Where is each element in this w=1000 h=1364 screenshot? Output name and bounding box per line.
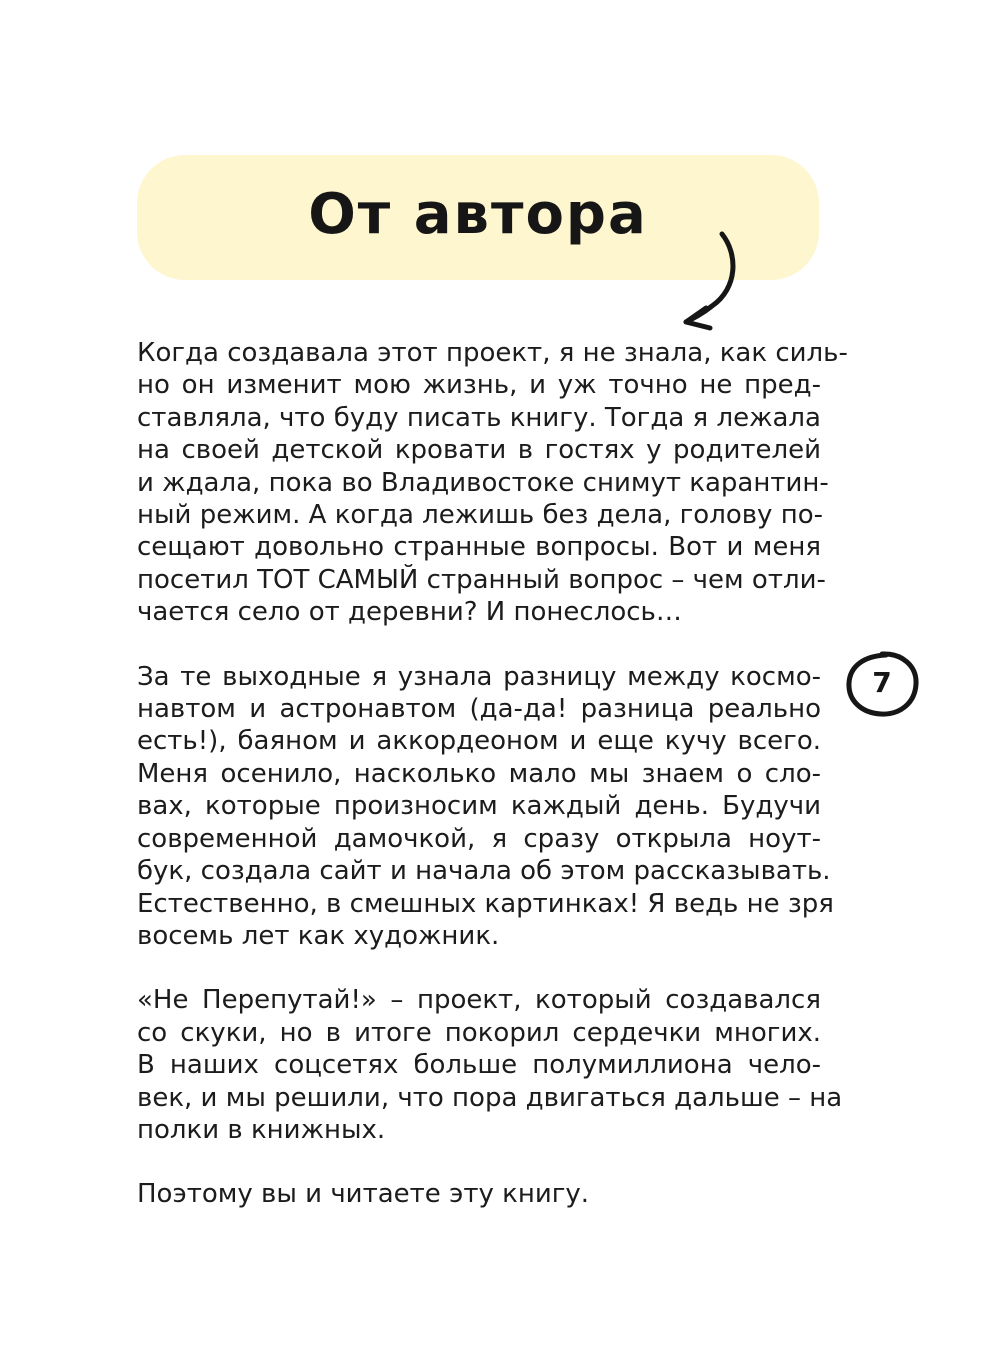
text-line: чается село от деревни? И понеслось…: [137, 597, 682, 628]
page-title: От автора: [308, 182, 648, 247]
text-line: навтом и астронавтом (да-да! разница реально: [137, 694, 821, 725]
text-line: есть!), баяном и аккордеоном и еще кучу всего.: [137, 726, 821, 757]
text-line: и ждала, пока во Владивостоке снимут карантин-: [137, 467, 829, 498]
text-line: Естественно, в смешных картинках! Я ведь не зря: [137, 888, 834, 919]
text-line: За те выходные я узнала разницу между космо-: [137, 661, 821, 692]
paragraph-1: [137, 337, 848, 629]
curved-arrow-icon: [672, 226, 752, 338]
text-line: современной дамочкой, я сразу открыла ноут-: [137, 823, 821, 854]
text-line: В наших соцсетях больше полумиллиона чело-: [137, 1050, 821, 1081]
text-line: полки в книжных.: [137, 1114, 386, 1145]
text-line: посетил ТОТ САМЫЙ странный вопрос – чем отли-: [137, 564, 826, 595]
paragraph-4: [137, 1178, 821, 1210]
text-line: ставляла, что буду писать книгу. Тогда я лежала: [137, 402, 821, 433]
text-line: Поэтому вы и читаете эту книгу.: [137, 1179, 590, 1210]
text-line: на своей детской кровати в гостях у родителей: [137, 435, 821, 466]
page-number-badge: [842, 648, 922, 720]
paragraph-3: [137, 984, 843, 1146]
text-line: Когда создавала этот проект, я не знала, как силь-: [137, 338, 848, 368]
page-number: 7: [872, 666, 892, 699]
text-line: но он изменит мою жизнь, и уж точно не пред-: [137, 370, 821, 401]
text-line: «Не Перепутай!» – проект, который создавался: [137, 985, 821, 1016]
text-line: восемь лет как художник.: [137, 920, 500, 951]
text-line: сещают довольно странные вопросы. Вот и меня: [137, 532, 821, 563]
body-text: [137, 337, 848, 1243]
text-line: ный режим. А когда лежишь без дела, голову по-: [137, 500, 823, 531]
text-line: бук, создала сайт и начала об этом рассказывать.: [137, 856, 831, 887]
text-line: со скуки, но в итоге покорил сердечки многих.: [137, 1017, 821, 1048]
text-line: Меня осенило, насколько мало мы знаем о сло-: [137, 758, 821, 789]
paragraph-2: [137, 661, 834, 953]
text-line: вах, которые произносим каждый день. Будучи: [137, 791, 821, 822]
text-line: век, и мы решили, что пора двигаться дальше – на: [137, 1082, 843, 1113]
